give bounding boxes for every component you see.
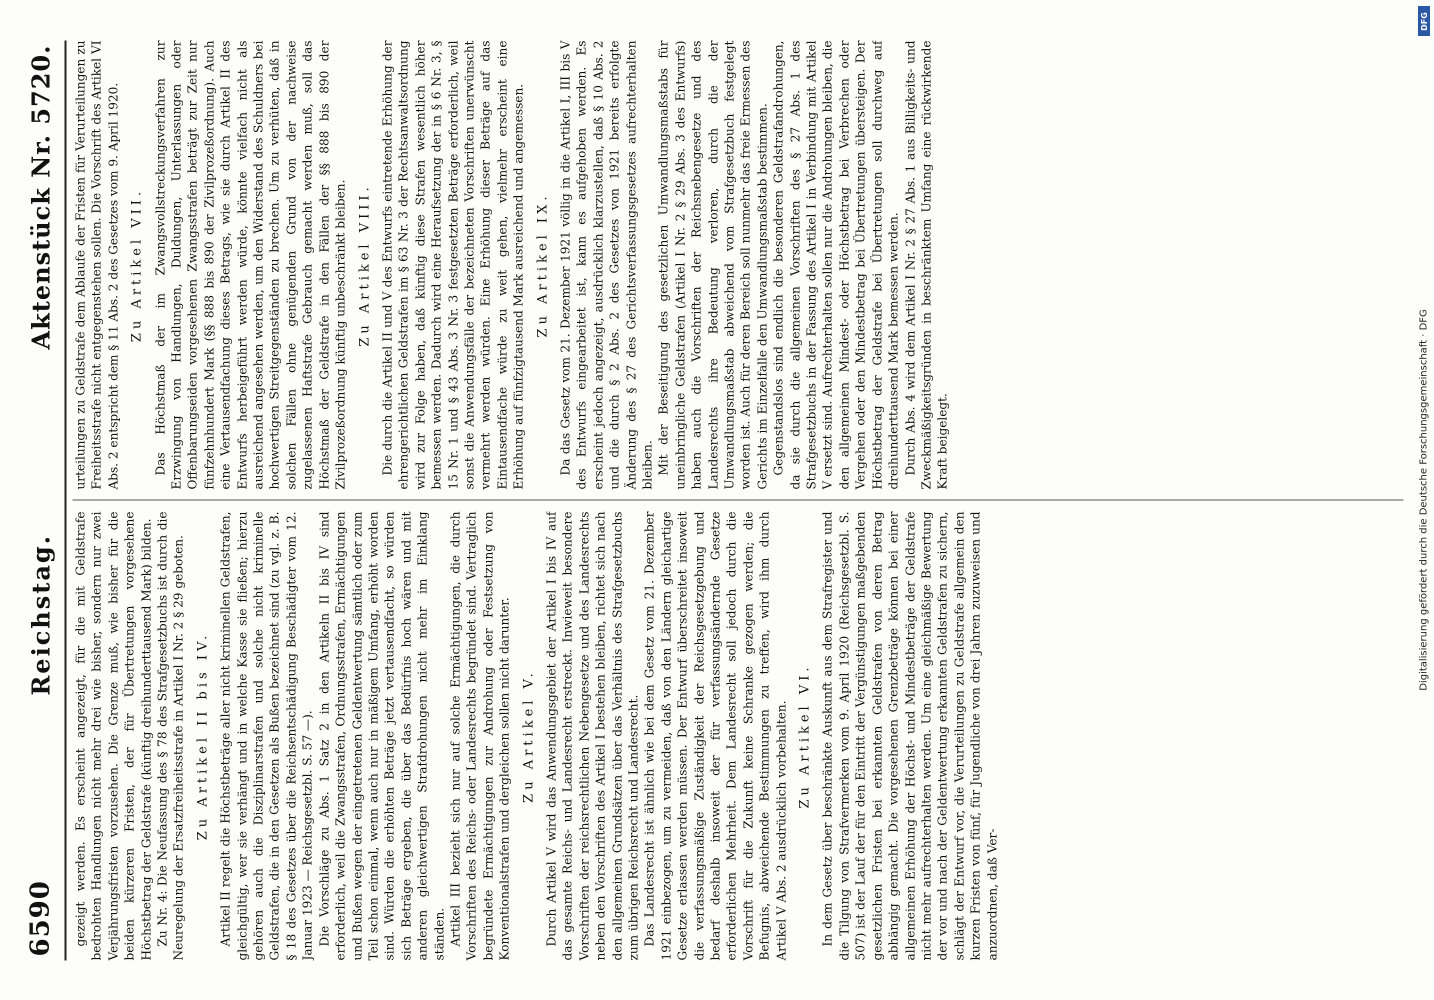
paragraph: Artikel II regelt die Höchstbeträge aller nicht kriminellen Geldstrafen, gleichgültig, wer sie verhängt und in welche Kasse sie fließen; hierzu gehören auch die Disziplinarstrafen und solche nicht kriminelle Geldstrafen, die in den Gesetzen als Bußen bezeichnet sind (zu vgl. z. B. § 18 des Gesetzes über die Reichsentschädigung Beschädigter vom 12. Januar 1923 — Reichsgesetzbl. S. 57 —). <box>218 511 315 961</box>
dfg-logo-text: DFG <box>1419 11 1429 31</box>
right-column <box>73 41 1404 490</box>
paragraph: Zu Nr. 4: Die Neufassung des § 78 des Strafgesetzbuchs ist durch die Neuregelung der Ersatzfreiheitsstrafe in Artikel I Nr. 2 § 29 geboten. <box>155 511 186 961</box>
paragraph: Die durch die Artikel II und V des Entwurfs eintretende Erhöhung der ehrengerichtlichen Geldstrafen im § 63 Nr. 3 der Rechtsanwaltsordnung wird zur Folge haben, daß künftig diese Strafen wesentlich höher bemessen werden. Dadurch wird eine Heraufsetzung der in § 6 Nr. 3, § 15 Nr. 1 und § 43 Abs. 3 Nr. 3 festgesetzten Beträge erforderlich, weil sonst die Anwendungsfälle der bezeichneten Vorschriften unerwünscht vermehrt werden würden. Eine Erhöhung dieser Beträge auf das Eintausendfache würde zu weit gehen, vielmehr erscheint eine Erhöhung auf fünfzigtausend Mark ausreichend und angemessen. <box>380 40 526 490</box>
paragraph: Durch Abs. 4 wird dem Artikel I Nr. 2 § 27 Abs. 1 aus Billigkeits- und Zweckmäßigkeitsgründen in beschränktem Umfang eine rückwirkende Kraft beigelegt. <box>903 40 950 490</box>
section-heading: Zu Artikel IX. <box>535 192 551 338</box>
document-reference: Aktenstück Nr. 5720. <box>26 44 55 350</box>
page-number: 6590 <box>25 880 56 957</box>
paragraph: Durch Artikel V wird das Anwendungsgebiet der Artikel I bis IV auf das gesamte Reichs- und Landesrecht erstreckt. Inwieweit besondere Vorschriften der reichsrechtlichen Nebengesetze und des Landesrechts neben den Vorschriften des Artikel I bestehen bleiben, richtet sich nach den allgemeinen Grundsätzen über das Verhältnis des Strafgesetzbuchs zum übrigen Reichsrecht und Landesrecht. <box>544 511 641 961</box>
page-header <box>19 17 63 985</box>
paragraph: Da das Gesetz vom 21. Dezember 1921 völlig in die Artikel I, III bis V des Entwurfs eingearbeitet ist, kann es aufgehoben werden. Es erscheint jedoch angezeigt, ausdrücklich klarzustellen, daß § 10 Abs. 2 und die durch § 2 Abs. 2 des Gesetzes von 1921 bereits erfolgte Änderung des § 27 des Gerichtsverfassungsgesetzes aufrechterhalten bleiben. <box>558 40 655 490</box>
section-heading: Zu Artikel II bis IV. <box>195 631 211 841</box>
paragraph: Das Höchstmaß der im Zwangsvollstreckungsverfahren zur Erzwingung von Handlungen, Duldungen, Unterlassungen oder Offenbarungseiden vorgesehenen Zwangsstrafen beträgt zur Zeit nur fünfzehnhundert Mark (§§ 888 bis 890 der Zivilprozeßordnung). Auch eine Vertausendfachung dieses Betrags, wie sie durch Artikel II des Entwurfs herbeigeführt werden würde, könnte vielfach nicht als ausreichend angesehen werden, um den Widerstand des Schuldners bei hochwertigen Streitgegenständen zu brechen. Um zu verhüten, daß in solchen Fällen ohne genügenden Grund von der nachweise zugelassenen Haftstrafe Gebrauch gemacht werden muß, soll das Höchstmaß der Geldstrafe in den Fällen der §§ 888 bis 890 der Zivilprozeßordnung künftig unbeschränkt bleiben. <box>153 40 348 490</box>
header-rule <box>65 41 67 961</box>
paragraph: Artikel III bezieht sich nur auf solche Ermächtigungen, die durch Vorschriften des Reichs- oder Landesrechts begründet sind. Vertraglich begründete Ermächtigungen zur Androhung oder Festsetzung von Konventionalstrafen und dergleichen sollen nicht darunter. <box>448 511 512 961</box>
section-heading: Zu Artikel VII. <box>129 187 145 343</box>
paragraph: In dem Gesetz über beschränkte Auskunft aus dem Strafregister und die Tilgung von Strafvermerken vom 9. April 1920 (Reichsgesetzbl. S. 507) ist der Lauf der für den Eintritt der Vergünstigungen maßgebenden gesetzlichen Fristen bei erkannten Geldstrafen von deren Betrag abhängig gemacht. Die vorgesehenen Grenzbeträge können bei einer allgemeinen Erhöhung der Höchst- und Mindestbeträge der Geldstrafe nicht mehr aufrechterhalten werden. Um eine gleichmäßige Bewertung der vor und nach der Geldentwertung erkannten Geldstrafen zu sichern, schlägt der Entwurf vor, die Verurteilungen zu Geldstrafe allgemein den kurzen Fristen von fünf, für Jugendliche von drei Jahren zuzuweisen und anzuordnen, daß Ver- <box>820 511 1000 961</box>
paragraph: Das Landesrecht ist ähnlich wie bei dem Gesetz vom 21. Dezember 1921 einbezogen, um zu vermeiden, daß von den Ländern gleichartige Gesetze erlassen werden müssen. Der Entwurf überschreitet insoweit die verfassungsmäßige Zuständigkeit der Reichsgesetzgebung und bedarf deshalb insoweit der für verfassungsändernde Gesetze erforderlichen Mehrheit. Dem Landesrecht soll jedoch durch die Vorschrift für die Zukunft keine Schranke gezogen werden; die Befugnis, abweichende Bestimmungen zu treffen, wird ihm durch Artikel V Abs. 2 ausdrücklich vorbehalten. <box>642 511 789 961</box>
page-title: Reichstag. <box>26 533 55 696</box>
paragraph: Mit der Beseitigung des gesetzlichen Umwandlungsmaßstabs für uneinbringliche Geldstrafen (Artikel I Nr. 2 § 29 Abs. 3 des Entwurfs) haben auch die Vorschriften der Reichsnebengesetze und des Landesrechts ihre Bedeutung verloren, durch die der Umwandlungsmaßstab abweichend vom Strafgesetzbuch festgelegt worden ist. Auch für deren Bereich soll nunmehr das freie Ermessen des Gerichts im Einzelfalle den Umwandlungsmaßstab bestimmen. <box>656 40 770 490</box>
paragraph: Die Vorschläge zu Abs. 1 Satz 2 in den Artikeln II bis IV sind erforderlich, weil die Zwangsstrafen, Ordnungsstrafen, Ermächtigungen und Bußen wegen der eingetretenen Geldentwertung sämtlich oder zum Teil schon einmal, wenn auch nur in mäßigem Umfang, erhöht worden sind. Würden die erhöhten Beträge jetzt vertausendfacht, so würden sich Beträge ergeben, die über das Bedürfnis hoch wären und mit anderen gleichwertigen Strafdrohungen nicht mehr im Einklang ständen. <box>317 511 447 961</box>
section-heading: Zu Artikel V. <box>521 669 537 803</box>
section-heading: Zu Artikel VIII. <box>357 183 372 347</box>
dfg-logo <box>1418 6 1430 36</box>
section-heading: Zu Artikel VI. <box>797 663 813 809</box>
text-columns <box>73 41 1404 961</box>
paragraph: urteilungen zu Geldstrafe dem Ablaufe der Fristen für Verurteilungen zu Freiheitsstrafe nicht entgegenstehen sollen. Die Vorschrift des Artikel VI Abs. 2 entspricht dem § 11 Abs. 2 des Gesetzes vom 9. April 1920. <box>73 40 121 490</box>
rotated-document-page <box>19 17 1414 985</box>
paragraph: Gegenstandslos sind endlich die besonderen Geldstrafandrohungen, da sie durch die allgemeinen Vorschriften des § 27 Abs. 1 des Strafgesetzbuchs in der Fassung des Artikel I in Verbindung mit Artikel V ersetzt sind. Aufrechterhalten sollen nur die Androhungen bleiben, die den allgemeinen Mindest- oder Höchstbetrag bei Verbrechen oder Vergehen oder den Mindestbetrag bei Übertretungen übersteigen. Der Höchstbetrag der Geldstrafe bei Übertretungen soll durchweg auf dreihunderttausend Mark bemessen werden. <box>771 40 901 490</box>
digitization-credit: Digitalisierung gefördert durch die Deutsche Forschungsgemeinschaft · DFG <box>1418 309 1430 691</box>
left-column <box>73 512 1404 961</box>
paragraph: gezeigt werden. Es erscheint angezeigt, für die mit Geldstrafe bedrohten Handlungen nicht mehr drei wie bisher, sondern nur zwei Verjährungsfristen vorzusehen. Die Grenze muß, wie bisher für die beiden kürzeren Fristen, der für Übertretungen vorgesehene Höchstbetrag der Geldstrafe (künftig dreihunderttausend Mark) bilden. <box>73 511 154 961</box>
